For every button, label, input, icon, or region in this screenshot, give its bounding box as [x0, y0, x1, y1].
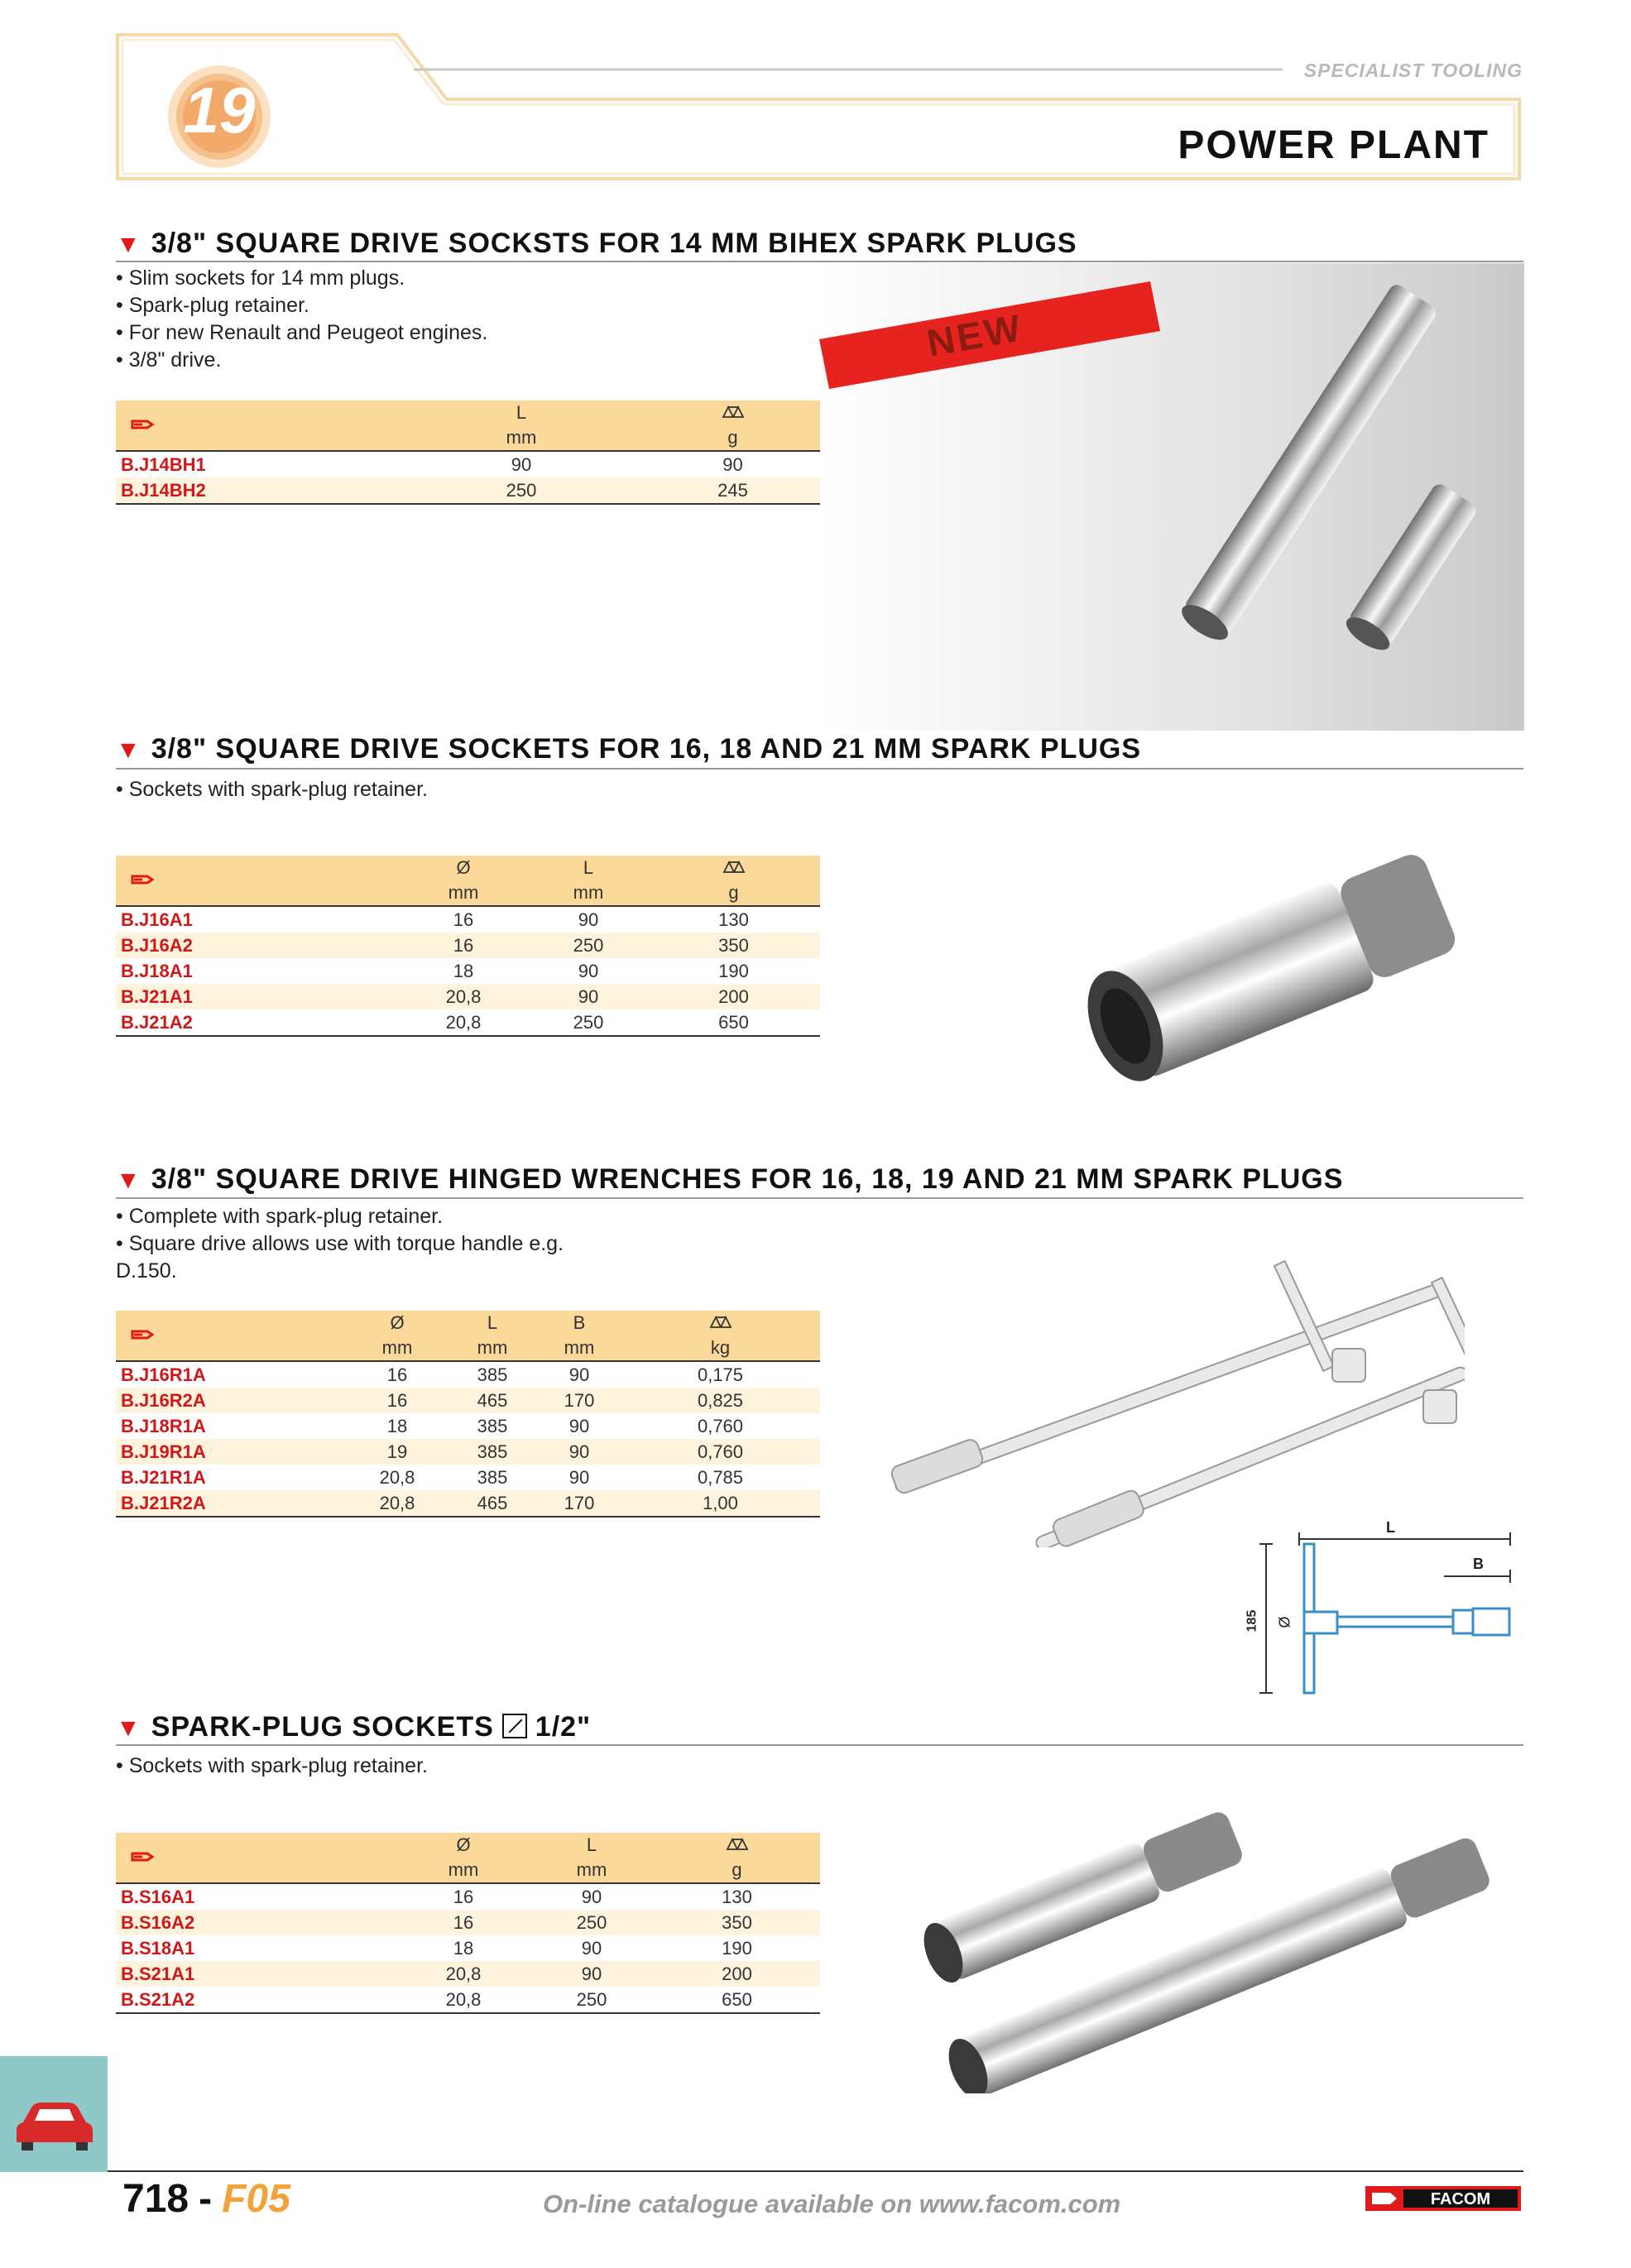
- col-unit: mm: [573, 882, 604, 903]
- col-symbol: L: [487, 1312, 498, 1333]
- cell: 16: [453, 934, 474, 956]
- table-row: [116, 958, 820, 984]
- footer-rule: [108, 2170, 1523, 2172]
- cell: 130: [718, 909, 749, 930]
- part-number: B.J14BH2: [121, 479, 206, 501]
- reference-arrow-icon: [131, 1328, 157, 1341]
- table-row: [116, 933, 820, 958]
- col-symbol: Ø: [456, 1834, 471, 1855]
- part-number: B.J19R1A: [121, 1441, 206, 1462]
- diagram-label-B: B: [1473, 1556, 1484, 1572]
- cell: 170: [564, 1492, 595, 1513]
- chapter-number: 19: [183, 74, 256, 146]
- cell: 90: [568, 1441, 590, 1462]
- section-2-title: ▼ 3/8" SQUARE DRIVE SOCKETS FOR 16, 18 AND 21 MM SPARK PLUGS: [116, 733, 1142, 765]
- col-unit: mm: [576, 1859, 607, 1880]
- cell: 20,8: [445, 1963, 482, 1984]
- section-3-title: ▼ 3/8" SQUARE DRIVE HINGED WRENCHES FOR 16, 18, 19 AND 21 MM SPARK PLUGS: [116, 1163, 1344, 1195]
- catalogue-url-text[interactable]: On-line catalogue available on www.facom.com: [543, 2189, 1121, 2218]
- cell: 16: [453, 1886, 474, 1907]
- section-1-rule: [116, 261, 1523, 262]
- table-row: [116, 1361, 820, 1388]
- section-1-title: ▼ 3/8" SQUARE DRIVE SOCKSTS FOR 14 MM BIHEX SPARK PLUGS: [116, 228, 1077, 259]
- cell: 0,760: [697, 1415, 744, 1436]
- cell: 90: [568, 1466, 590, 1488]
- cell: 200: [722, 1963, 752, 1984]
- car-icon: [0, 2056, 108, 2172]
- reference-arrow-icon: [131, 1850, 157, 1863]
- part-number: B.J16R1A: [121, 1364, 206, 1385]
- cell: 90: [578, 985, 599, 1007]
- reference-arrow-icon: [131, 873, 157, 886]
- square-drive-icon: [502, 1714, 527, 1738]
- cell: 16: [453, 1911, 474, 1933]
- cell: 190: [722, 1937, 752, 1959]
- cell: 0,785: [697, 1466, 744, 1488]
- table-row: [116, 906, 820, 933]
- product-photo-spark-plug-socket: [1076, 844, 1473, 1092]
- weight-icon: [654, 1833, 820, 1858]
- col-unit: mm: [448, 1859, 479, 1880]
- table-row: [116, 1413, 820, 1439]
- triangle-bullet-icon: ▼: [116, 736, 142, 764]
- col-unit: mm: [448, 882, 479, 903]
- weight-icon: [645, 400, 820, 425]
- part-number: B.S16A1: [121, 1886, 195, 1907]
- part-number: B.J16A2: [121, 934, 193, 956]
- section-4-title: ▼ SPARK-PLUG SOCKETS 1/2": [116, 1711, 592, 1743]
- section-3-table: [116, 1311, 820, 1518]
- col-symbol: Ø: [456, 857, 471, 878]
- cell: 20,8: [445, 985, 482, 1007]
- table-row: [116, 1388, 820, 1413]
- bullet-item: • For new Renault and Peugeot engines.: [116, 321, 488, 344]
- diagram-label-diameter: Ø: [1276, 1616, 1293, 1628]
- cell: 385: [477, 1415, 508, 1436]
- part-number: B.J21A2: [121, 1011, 193, 1033]
- ref-header: [116, 1833, 397, 1883]
- bullet-item: • Sockets with spark-plug retainer.: [116, 1754, 428, 1777]
- col-unit: g: [732, 1859, 742, 1880]
- triangle-bullet-icon: ▼: [116, 1714, 142, 1742]
- ref-header: [116, 400, 397, 451]
- cell: 170: [564, 1389, 595, 1411]
- bullet-item: • Spark-plug retainer.: [116, 294, 309, 317]
- cell: 19: [386, 1441, 408, 1462]
- diagram-label-L: L: [1386, 1519, 1395, 1536]
- section-4-table: [116, 1833, 820, 2014]
- cell: 650: [722, 1988, 752, 2010]
- cell: 200: [718, 985, 749, 1007]
- part-number: B.S18A1: [121, 1937, 195, 1959]
- col-symbol: Ø: [390, 1312, 405, 1333]
- part-number: B.J14BH1: [121, 453, 206, 475]
- col-symbol: L: [586, 1834, 597, 1855]
- cell: 350: [718, 934, 749, 956]
- weight-icon: [621, 1311, 820, 1335]
- table-row: [116, 1439, 820, 1465]
- cell: 465: [477, 1492, 508, 1513]
- cell: 20,8: [379, 1466, 415, 1488]
- page-title: POWER PLANT: [1178, 123, 1489, 167]
- cell: 16: [386, 1389, 408, 1411]
- cell: 90: [511, 453, 532, 475]
- part-number: B.J21A1: [121, 985, 193, 1007]
- part-number: B.J18R1A: [121, 1415, 206, 1436]
- cell: 1,00: [703, 1492, 738, 1513]
- cell: 16: [386, 1364, 408, 1385]
- table-row: [116, 477, 820, 504]
- col-unit: g: [728, 882, 739, 903]
- cell: 650: [718, 1011, 749, 1033]
- cell: 90: [581, 1937, 602, 1959]
- ref-header: [116, 1311, 348, 1361]
- cell: 90: [578, 960, 599, 981]
- product-photo-half-inch-sockets: [910, 1787, 1523, 2093]
- col-unit: g: [727, 427, 738, 448]
- part-number: B.J21R1A: [121, 1466, 206, 1488]
- table-row: [116, 1009, 820, 1036]
- cell: 385: [477, 1441, 508, 1462]
- cell: 385: [477, 1364, 508, 1385]
- cell: 18: [453, 960, 474, 981]
- cell: 0,825: [697, 1389, 744, 1411]
- col-unit: mm: [477, 1337, 508, 1358]
- table-row: [116, 1961, 820, 1987]
- bullet-item: • Sockets with spark-plug retainer.: [116, 778, 428, 801]
- bullet-item: • Complete with spark-plug retainer.: [116, 1205, 444, 1228]
- section-4-rule: [116, 1744, 1523, 1746]
- diagram-label-height: 185: [1245, 1609, 1259, 1633]
- cell: 0,175: [697, 1364, 744, 1385]
- cell: 90: [578, 909, 599, 930]
- table-row: [116, 984, 820, 1009]
- part-number: B.J21R2A: [121, 1492, 206, 1513]
- part-number: B.J18A1: [121, 960, 193, 981]
- section-2-bullets: [116, 776, 428, 803]
- cell: 245: [717, 479, 748, 501]
- facom-logo: [1365, 2184, 1523, 2213]
- cell: 90: [581, 1886, 602, 1907]
- part-number: B.S16A2: [121, 1911, 195, 1933]
- section-1-bullets: [116, 265, 487, 374]
- bullet-item: D.150.: [116, 1259, 177, 1283]
- cell: 16: [453, 909, 474, 930]
- cell: 20,8: [445, 1011, 482, 1033]
- section-2-rule: [116, 768, 1523, 770]
- cell: 250: [506, 479, 537, 501]
- cell: 0,760: [697, 1441, 744, 1462]
- cell: 90: [568, 1415, 590, 1436]
- cell: 20,8: [445, 1988, 482, 2010]
- cell: 20,8: [379, 1492, 415, 1513]
- ref-header: [116, 856, 397, 906]
- col-symbol: L: [516, 402, 527, 423]
- new-badge-label: NEW: [923, 305, 1026, 365]
- page-number: 718 - F05: [122, 2177, 290, 2221]
- cell: 18: [386, 1415, 408, 1436]
- category-label: SPECIALIST TOOLING: [1303, 60, 1523, 81]
- cell: 90: [722, 453, 743, 475]
- svg-text:FACOM: FACOM: [1430, 2190, 1491, 2208]
- cell: 385: [477, 1466, 508, 1488]
- table-row: [116, 1987, 820, 2013]
- col-unit: mm: [381, 1337, 413, 1358]
- cell: 250: [576, 1911, 607, 1933]
- cell: 90: [568, 1364, 590, 1385]
- section-3-bullets: [116, 1203, 564, 1285]
- cell: 130: [722, 1886, 752, 1907]
- col-unit: kg: [710, 1337, 731, 1358]
- table-row: [116, 1883, 820, 1910]
- section-3-rule: [116, 1197, 1523, 1199]
- section-4-bullets: [116, 1753, 428, 1780]
- cell: 250: [573, 1011, 604, 1033]
- cell: 350: [722, 1911, 752, 1933]
- bullet-item: • Square drive allows use with torque handle e.g.: [116, 1232, 564, 1255]
- bullet-item: • 3/8" drive.: [116, 348, 222, 372]
- table-row: [116, 1490, 820, 1517]
- triangle-bullet-icon: ▼: [116, 1167, 142, 1194]
- cell: 250: [576, 1988, 607, 2010]
- weight-icon: [647, 856, 820, 880]
- side-tab: [0, 2056, 108, 2172]
- cell: 18: [453, 1937, 474, 1959]
- cell: 190: [718, 960, 749, 981]
- cell: 90: [581, 1963, 602, 1984]
- col-unit: mm: [564, 1337, 595, 1358]
- section-1-table: [116, 400, 820, 505]
- col-symbol: L: [583, 857, 594, 878]
- bullet-item: • Slim sockets for 14 mm plugs.: [116, 266, 405, 290]
- table-row: [116, 1465, 820, 1490]
- triangle-bullet-icon: ▼: [116, 231, 142, 258]
- table-row: [116, 1935, 820, 1961]
- cell: 465: [477, 1389, 508, 1411]
- reference-arrow-icon: [131, 418, 157, 431]
- table-row: [116, 1910, 820, 1935]
- part-number: B.J16R2A: [121, 1389, 206, 1411]
- section-2-table: [116, 856, 820, 1037]
- part-number: B.S21A1: [121, 1963, 195, 1984]
- table-row: [116, 451, 820, 477]
- part-number: B.J16A1: [121, 909, 193, 930]
- cell: 250: [573, 934, 604, 956]
- col-unit: mm: [506, 427, 537, 448]
- product-photo-hinged-wrenches: [885, 1233, 1465, 1547]
- part-number: B.S21A2: [121, 1988, 195, 2010]
- col-symbol: B: [573, 1312, 586, 1333]
